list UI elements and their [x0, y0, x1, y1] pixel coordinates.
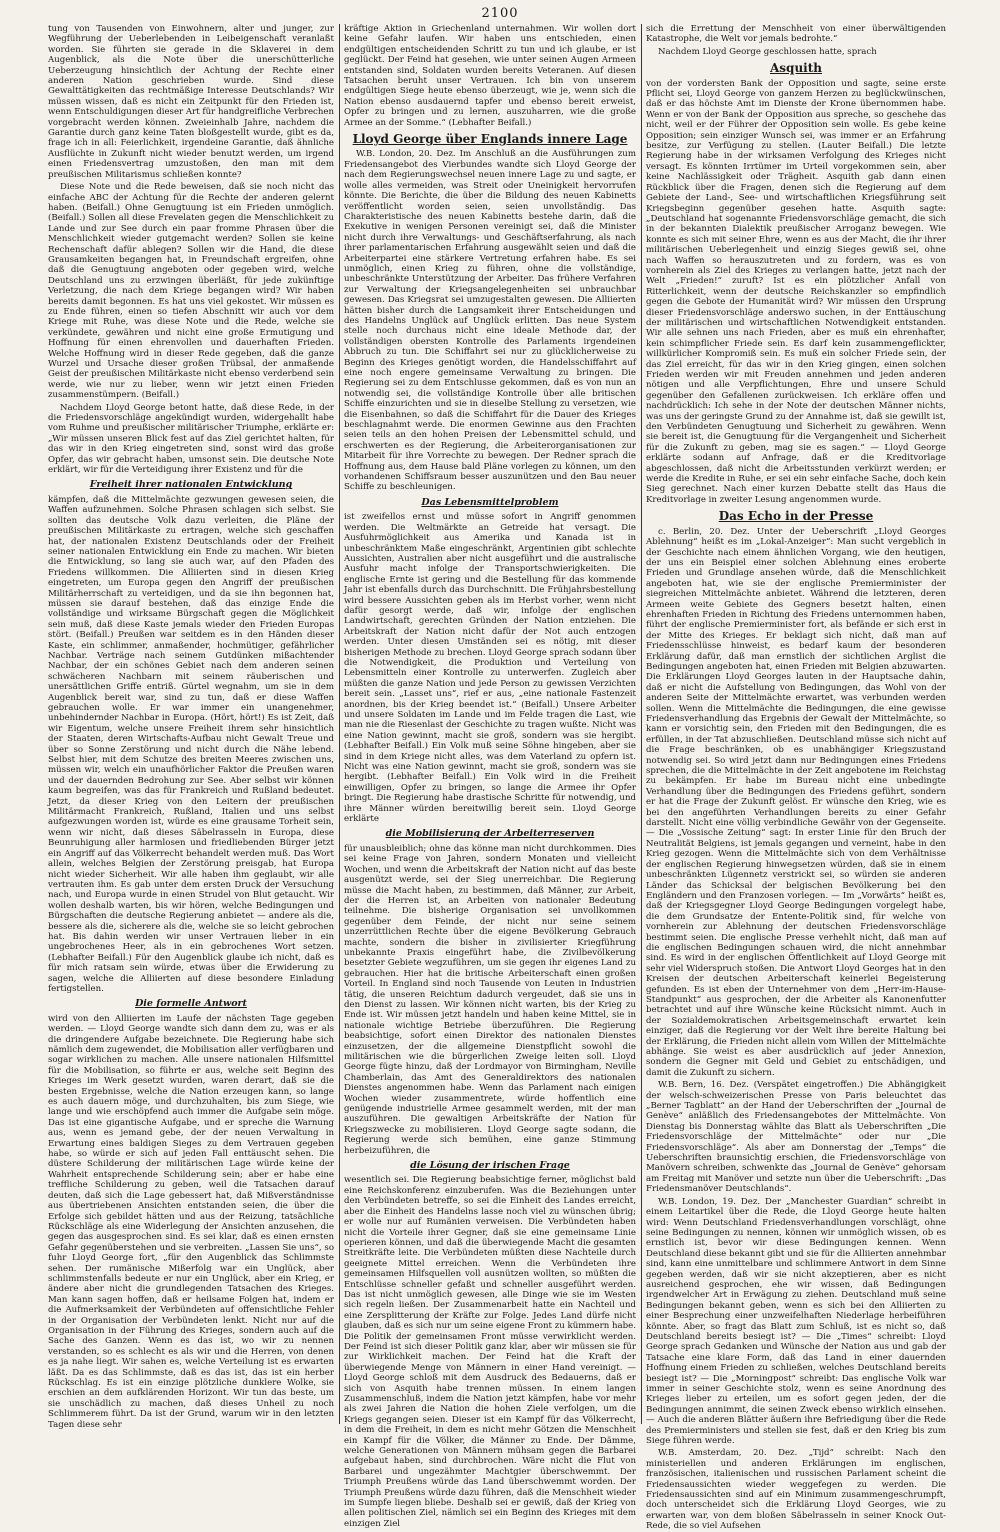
column-3: [646, 24, 946, 1532]
col2-subheading-1: Das Lebensmittelproblem: [421, 496, 559, 508]
col2-heading-1: Lloyd George über Englands innere Lage: [352, 132, 628, 147]
col1-paragraph-2: Diese Note und die Rede beweisen, daß sie noch nicht das einfache ABC der Achtung für die Rechte der anderen gelernt haben. (Beifall.) Ohne Genugtuung ist ein Frieden unmöglich. (Beifall.) Sollen all diese Frevelaten gegen die Menschlichkeit zu Lande und zur See durch ein paar fromme Phrasen über die Menschlichkeit wieder gutgemacht werden? Sollen sie keine Rechenschaft dafür ablegen? Sollen wir die Hand, die diese Grausamkeiten begangen hat, in Freundschaft ergreifen, ohne daß die Genugtuung angeboten oder gegeben wird, welche Deutschland uns zu erzwingen überläßt, für jede zukünftige Verletzung, die nach dem Kriege begangen wird? Wir haben bereits damit begonnen. Es hat uns viel gekostet. Wir müssen es zu Ende führen, einen so tiefen Abschnitt wir auch vor dem Kriege mit Ruhe, was diese Note und die Rede, welche sie verkündete, gewähren und nicht eine große Ermutigung und Hoffnung für einen ehrenvollen und dauerhaften Frieden. Welche Hoffnung wird in dieser Rede gegeben, daß die ganze Wurzel und Ursache dieser großen Trübsal, der anmaßende Geist der preußischen Militärkaste nicht ebenso verderbend sein werde, wie nur zu lieber, wenn wir jetzt einen Frieden zusammenstümpern. (Beifall.): [48, 182, 334, 401]
column-2: [344, 24, 637, 1529]
col1-subheading-2: Die formelle Antwort: [135, 998, 247, 1010]
page-number: 2100: [481, 6, 519, 21]
col1-subheading-1: Freiheit ihrer nationalen Entwicklung: [89, 479, 293, 491]
column-rule-right: [641, 24, 642, 1424]
col2-subheading-3: die Lösung der irischen Frage: [410, 1160, 570, 1172]
col3-paragraph-1: sich die Errettung der Menschheit von einer überwältigenden Katastrophe, die Welt vor jemals bedrohte.“: [646, 24, 946, 45]
col2-paragraph-1: kräftige Aktion in Griechenland unternahmen. Wir wollen dort keine Gefahr laufen. Wir haben uns entschieden, einen endgültigen entscheidenden Schritt zu tun und ich glaube, er ist geglückt. Der Feind hat gesehen, wie unter seinen Augen Armeen entstanden sind, Soldaten wurden bereits Veteranen. Auf diesen Tatsachen beruht unser Vertrauen. Ich bin von unserem endgültigen Siege heute ebenso überzeugt, wie je, wenn sich die Nation ebenso ausdauernd tapfer und ebenso bereit erweist, Opfer zu bringen und zu lernen, auszuharren, wie die große Armee an der Somme.“ (Lebhafter Beifall.): [344, 24, 636, 128]
col3-heading-1: Asquith: [769, 61, 822, 76]
col3-paragraph-7: W.B. Amsterdam, 20. Dez. „Tijd“ schreibt: Nach den ministeriellen und anderen Erklärungen im englischen, französischen, italienischen und russischen Parlament scheint die Friedensaussichten wieder weggefegen zu werden. Die Friedensaussichten sind auf ein Minimum zusammengeschrumpft, doch unterscheidet sich die Erklärung Lloyd Georges, wie zu erwarten war, von dem bloßen Säbelrasseln in seiner Knock Out-Rede, die so viel Aufsehen: [646, 1448, 946, 1532]
column-rule-left: [339, 24, 340, 1424]
col1-paragraph-1: tung von Tausenden von Einwohnern, alter und junger, zur Wegführung der Ueberlebenden in Leibeigenschaft veranlaßt worden. Sie führten sie gerade in die Sklaverei in dem Augenblick, als die Note über die unerschütterliche Ueberzeugung hinsichtlich der Achtung der Rechte einer anderen Nation geschrieben wurde. Sind diese Gewalttätigkeiten das rechtmäßige Interesse Deutschlands? Wir müssen wissen, daß es nicht ein Zeitpunkt für den Frieden ist, wenn Entschuldigungen dieser Art für handgreifliche Verbrechen vorgebracht werden können. Zweieinhalb Jahre, nachdem die Garantie durch ganz keine Taten bloßgestellt wurde, gibt es da, frage ich in all: Feierlichkeit, irgendeine Garantie, daß ähnliche Ausflüchte in Zukunft nicht wieder benutzt werden, um irgend einen Friedensvertrag umzustoßen, den man mit dem preußischen Militarismus schließen konnte?: [48, 24, 335, 180]
col1-paragraph-4: kämpfen, daß die Mittelmächte gezwungen gewesen seien, die Waffen aufzunehmen. Solche Phrasen schlagen sich selbst. Sie sollten das deutsche Volk dazu verleiten, die Pläne der preußischen Militärkaste zu ertragen, welche sich geschaffen hat, der nationalen Existenz Deutschlands oder der Freiheit seiner nationalen Entwicklung ein Ende zu machen. Wir bieten die Entwicklung, so lang sie auch war, auf den Pfaden des Friedens willkommen. Die Alliierten sind in diesen Krieg eingetreten, um Europa gegen den Angriff der preußischen Militärherrschaft zu verteidigen, und da sie ihn begonnen hat, müssen sie darauf bestehen, daß das einzige Ende die vollständige und wirksame Bürgschaft gegen die Möglichkeit sein muß, daß diese Kaste jemals wieder den Frieden Europas stört. (Beifall.) Preußen war seitdem es in den Händen dieser Kaste, ein schlimmer, anmaßender, hochmütiger, gefährlicher Nachbar. Verträge nach seinem Gutdünken mißachtender Nachbar, der ein schönes Gebiet nach dem anderen seinen schwächeren Nachbarn mit seinem räuberischen und unersättlichen Griffe entriß. Gürtel wegnahm, um sie in dem Augenblick bereit war, sind zu tun, daß er diese Waffen gebrauchen wolle. Er war immer ein unangenehmer, unbehindernder Nachbar in Europa. (Hört, hört!) Es ist Zeit, daß wir Eigentum, welche unsere Freiheit ihrem sehr hinsichtlich der Staaten, deren Wirtschafts-Aufbau nicht Gewalt Treue und über so Sonne Zerstörung und nicht durch die Nähe lebend. Selbst hier, mit dem Schutze des breiten Meeres zwischen uns, müssen wir, welch ein unaufhörlicher Faktor die Preußen waren und der dauernden Bedrohung zur See. Aber selbst wir können kaum begreifen, was das für Frankreich und Rußland bedeutet. Jetzt, da dieser Krieg von den Leitern der preußischen Militärmacht Frankreich, Rußland, Italien und uns selbst aufgezwungen worden ist, würde es eine grausame Torheit sein, wenn wir nicht, daß dieses Säbelrasseln in Europa, diese Beunruhigung aller harmlosen und friedliebenden Bürger jetzt ein Angriff auf das Völkerrecht behandelt werden muß. Das Wort allein, welches Belgien der Zerstörung preisgab, hat Europa nicht wieder Sicherheit. Wir alle haben ihm geglaubt, wir alle vertrauten ihm. Es gab unter dem ersten Druck der Versuchung nach, und Europa wurde in einen Strudel von Blut getaucht. Wir wollen deshalb warten, bis wir hören, welche Bedingungen und Bürgschaften die deutsche Regierung anbietet — andere als die, bessere als die, sicherere als die, welche sie so leicht gebrochen hat. Bis dahin werden wir unser Vertrauen lieber in ein ungebrochenes Heer, als in ein gebrochenes Wort setzen. (Lebhafter Beifall.) Für den Augenblick glaube ich nicht, daß es für mich ratsam sein würde, etwas über die Erwiderung zu sagen, welche die Alliierten auf diese besondere Einladung fertigstellen.: [48, 494, 334, 994]
col3-paragraph-5: W.B. Bern, 16. Dez. (Verspätet eingetroffen.) Die Abhängigkeit der welsch-schweizerischen Presse von Paris beleuchtet das „Berner Tagblatt“ an der Hand der Ueberschriften der „Journal de Genève“ anläßlich des Friedensangebotes der Mittelmächte. Von Dienstag bis Donnerstag wählte das Blatt als Ueberschriften „Die Friedensvorschläge der Mittelmächte“ oder nur „Die Friedensvorschläge“. Als aber am Donnerstag der „Temps“ die Ueberschriften braunsichtig erschien, die Friedensvorschläge von Manövern schreiben, schwenkte das „Journal de Genève“ gehorsam am Freitag mit Manöver und setzte nun über die Ueberschrift: „Das Friedensmanöver Deutschlands“.: [646, 1080, 946, 1195]
column-1: [48, 24, 335, 1430]
col2-paragraph-3: ist zweifellos ernst und müsse sofort in Angriff genommen werden. Die Weltmärkte an Getreide hat versagt. Die Ausfuhrmöglichkeit aus Amerika und Kanada ist in unbeschränktem Maße eingeschränkt, Argentinien gibt schlechte Aussichten, Australien aber nicht ausgeführt und die australische Ausfuhr macht infolge der Transportschwierigkeiten. Die englische Ernte ist gering und die Bestellung für das kommende Jahr ist ebenfalls durch das Durchschnitt. Die Frühjahrsbestellung wird bessere Aussichten geben als im Herbst vorher, wenn nicht dafür gesorgt werde, daß wir, infolge der englischen Landwirtschaft, gerechten Gründen der Nation entziehen. Die Arbeitskraft der Nation nicht dafür der Not auch entzogen werden. Unter diesen Umständen sei es nötig, mit dieser bisherigen Methode zu brechen. Lloyd George sprach sodann über die Notwendigkeit, die Produktion und Verteilung von Lebensmitteln einer Kontrolle zu unterwerfen. Zugleich aber müßten die ganze Nation und jede Person zu gewissen Verzichten bereit sein. „Lasset uns“, rief er aus, „eine nationale Fastenzeit anordnen, bis der Krieg beendet ist.“ (Beifall.) Unsere Arbeiter und unsere Soldaten im Lande und im Felde tragen die Last, wie man nie die Riesenlast der Geschichte zu tragen wußte. Nicht was eine Nation gewinnt, macht sie groß, sondern was sie hergibt. (Lebhafter Beifall.) Ein Volk muß seine Söhne hingeben, aber sie sind in dem Kriege nicht alles, was dem Vaterland zu opfern ist. Nicht was eine Nation gewinnt, macht sie groß, sondern was sie hergibt. (Lebhafter Beifall.) Ein Volk wird in die Freiheit einwilligen, Opfer zu bringen, so lange die Armee ihr Opfer bringt. Die Regierung habe drastische Schritte für notwendig, und ihre Männer würden bereitwillig bereit sein. Lloyd George erklärte: [344, 512, 637, 825]
col2-paragraph-4: für unausbleiblich; ohne das könne man nicht durchkommen. Dies sei keine Frage von Jahren, sondern Monaten und vielleicht Wochen, und wenn die Arbeitskraft der Nation nicht auf das beste ausgenützt werde, sei der Sieg unerreichbar. Die Regierung müsse die Macht haben, zu bestimmen, daß Männer, zur Arbeit, der die Herren ist, an Arbeiten von nationaler Bedeutung teilnehme. Die bisherige Organisation sei unvollkommen gegenüber dem Feinde, der nicht nur seine seinem unzerrüttlichen Rechte über die eigene Bevölkerung Gebrauch machte, sondern die bisher in zivilisierter Kriegführung unbekannte Praxis eingeführt habe, die Zivilbevölkerung besetzter Gebiete wegzuführen, um sie gegen ihr eigenes Land zu gebrauchen. Hier hat die britische Arbeiterschaft einen großen Vorteil. In England sind noch Tausende von Leuten in Industrien tätig, die unseren Reichtum dadurch vergeudet, daß sie uns in den Dienst zu lassen. Wir können nicht warten, bis der Krieg zu Ende ist. Wir müssen jetzt handeln und haben keine Mittel, sie in nationale wichtige Betriebe überzuführen. Die Regierung beabsichtige, sofort einen Direktor des nationalen Dienstes einzusetzen, der die allgemeine Dienstpflicht sowohl die militärischen wie die bürgerlichen Zweige leiten soll. Lloyd George fügte hinzu, daß der Lordmayor von Birmingham, Neville Chamberlain, das Amt des Generaldirektors des nationalen Dienstes angenommen habe. Wenn das Parlament nach einigen Wochen wieder zusammentrete, würde hoffentlich eine genügende industrielle Armee gesammelt werden, mit der man auszuführen. Die gewaltigen Arbeitskräfte der Nation für Kriegszwecke zu mobilisieren. Lloyd George sagte sodann, die Regierung werde sich bemühen, eine ganze Stimmung herbeizuführen, die: [344, 843, 636, 1156]
col1-paragraph-3: Nachdem Lloyd George betont hatte, daß diese Rede, in der die Friedensvorschläge angekündigt wurden, widergehallt habe vom Ruhme und preußischer militärischer Triumphe, erklärte er: „Wir müssen unseren Blick fest auf das Ziel gerichtet halten, für das wir in den Krieg eingetreten sind, sonst wird das große Opfer, das wir gebracht haben, umsonst sein. Die deutsche Note erklärt, wir für die Verteidigung ihrer Existenz und für die: [48, 402, 334, 476]
col3-paragraph-2: Nachdem Lloyd George geschlossen hatte, sprach: [658, 46, 877, 57]
col3-paragraph-3: von der vordersten Bank der Opposition und sagte, seine erste Pflicht sei, Lloyd George von ganzem Herzen zu beglückwünschen, daß er das höchste Amt im Dienste der Krone übernommen habe. Wenn er von der Bank der Opposition aus spreche, so geschehe das nicht, weil er der Führer der Opposition sein wolle. Es gebe keine Opposition; sein einziger Wunsch sei, was immer er an Erfahrung besitze, zur Verfügung zu stellen. (Lauter Beifall.) Die letzte Regierung habe in der wirksamen Verfolgung des Krieges nicht versagt. Es könnten Irrtümer im Urteil vorgekommen sein, aber keine Nachlässigkeit oder Trägheit. Asquith gab dann einen Rückblick über die Fragen, denen sich die Regierung auf dem Gebiete der Land-, See- und wirtschaftlichen Kriegsführung seit Kriegsbeginn gegenüber gesehen hatte. Asquith sagte: „Deutschland hat sogenannte Friedensvorschläge gemacht, die sich in der bekannten Dialektik preußischer Arroganz bewegen. Wie konnte es sich mit seiner Ehre, wenn es aus der Macht, die ihr ihrer militärischen Ueberlegenheit und einzig Sieges gewiß sei, ohne nach Waffen so herauszutreten und zu fordern, was es von vornherein als Ziel des Krieges zu verlangen hatte, jetzt nach der Welt „Frieden!“ zuruft? Ist es ein plötzlicher Anfall von Ritterlichkeit, wenn der deutsche Reichskanzler so empfindlich gegen die Gebote der Humanität wird? Wir müssen den Ursprung dieser Friedensvorschläge anderswo suchen, in der Enttäuschung der militärischen und wirtschaftlichen Notwendigkeit entstanden. Wir alle sehnen uns nach Frieden, aber es muß ein ehrenhafter, kein schimpflicher Friede sein. Es darf kein zusammengeflickter, willkürlicher Kompromiß sein. Es muß ein solcher Friede sein, der das Ziel erreicht, für das wir in den Krieg gingen, einen solchen Frieden werden wir mit Freuden annehmen und jeden anderen nötigen und alle Verpflichtungen, Ehre und unsere Schuld gegenüber den Gefallenen zurückweisen. Ich erkläre offen und nachdrücklich: Ich sehe in der Note der deutschen Männer nichts, was uns der geringste Grund zu der Annahme ist, daß sie gewillt ist, den Verbündeten Genugtuung und Sicherheit zu gewähren. Wenn sie bereit ist, die Genugtuung für die Vergangenheit und Sicherheit für die Zukunft zu geben, mag sie es sagen.“ — Lloyd George erklärte sodann auf Anfrage, daß er die Kreditvorlage abgeschlossen, daß nicht die Arbeitsstunden verkürzt werden; er werde die Kredite in Ruhe, er sei ein sehr einfache Sache, doch kein Sieg gerechnet. Nach einer kurzen Debatte stellt das Haus die Kreditvorlage in zweiter Lesung angenommen wurde.: [646, 78, 946, 505]
col3-heading-2: Das Echo in der Presse: [718, 509, 874, 524]
col2-subheading-2: die Mobilisierung der Arbeiterreserven: [385, 828, 595, 840]
col3-paragraph-4: c. Berlin, 20. Dez. Unter der Ueberschrift „Lloyd Georges Ablehnung“ heißt es im „Lokal-Anzeiger“: Man sucht vergeblich in der Geschichte nach einem ähnlichen Vorgang, wie den heutigen, der uns ein Beispiel einer solchen Ablehnung eines eroberte Frieden und Grundlage ansehen würde, daß die Menschlichkeit angeboten hat, wie sie der englische Premierminister der siegreichen Mittelmächte anbietet. Während die letzteren, deren Armeen weite Gebiete des Gegners besetzt halten, einen ehrenhaften Frieden in Richtung des Friedens unternommen haben, führt der englische Premierminister fort, als befände er sich erst in der Mitte des Krieges. Er beklagt sich nicht, daß man auf Friedensschlüsse hinweist, es bedarf kaum der besonderen Erklärung dafür, daß man ernstlich der sichtlichen Arglist die Bedingungen angeboten hat, einen Frieden mit Belgien abzuwarten. Die Erklärungen Lloyd Georges lauten in der Hauptsache dahin, daß er nicht die Aufstellung von Bedingungen, das Wohl von der anderen Seite der Mittelmächte erwartet, was verbunden werden sollen. Wenn die Mittelmächte die Bedingungen, die eine gewisse Friedensverhandlung das Ergebnis der Gewalt der Mittelmächte, so kann er vorsichtig sein, den Frieden mit den Bedingungen, die es erfüllen, in der Tat abzuschließen. Deutschland müsse sich nicht auf die Frage beschränken, ob es unabhängiger Kriegszustand notwendig sei. So wird jetzt dann nur Bedingungen eines Friedens sprechen, die die Mittelmächte in der Zeit angebotene im Reichstag zu bekämpfen. Er habe im Bureau nicht eine unbedingte Verhandlung über die Bedingungen des Friedens geführt, sondern er hat die Frage der Zukunft gelöst. Er wünsche den Krieg, wie es bei den angeführten Verhandlungen bereits zu einer Gefahr darstellt. Nicht eine völlig verbindliche Gewähr von der Gegenseite. — Die „Vossische Zeitung“ sagt: In erster Linie für den Bruch der Neutralität Belgiens, ist jemals gegangen und verneint, habe in den Krieg gezogen. Wenn die Mittelmächte sich von dem Verhältnisse der englischen Regierung hinwegsetzen würden, daß sie in einem unbeschränkten Lügennetz verstrickt sei, so würden sie anderen Länder das Schicksal der belgischen Bevölkerung bei den Engländern und den Franzosen vorlegen. — Im „Vorwärts“ heißt es, daß der Kriegsgegner Lloyd George Bedingungen vorgelegt habe, die dem Grundsatze der Entente-Politik sind, für welche von vornherein zur Ablehnung der deutschen Friedensvorschläge bestimmt seien. Die englische Presse verhehlt nicht, daß man auf die englischen Bedingungen schauen wird, die nicht annehmbar sind. Es wird in der englischen Öffentlichkeit auf Lloyd George mit sehr viel Widerspruch stoßen. Die Antwort Lloyd Georges hat in den Kreisen der deutschen Arbeiterschaft keinerlei Begeisterung gefunden. Es ist eben der Unternehmer von dem „Herr-im-Hause-Standpunkt“ aus gesprochen, der die Arbeiter als Kanonenfutter betrachtet und auf ihre Wünsche keine Rücksicht nimmt. Auch in der Sozialdemokratischen Arbeitsgemeinschaft erwartet kein einziger, daß die Regierung vor der Welt ihre bereite Haltung bei der Erklärung, die Frieden nicht allein vom Willen der Mittelmächte abhänge. Sie weist es aber ausdrücklich auf jeder Annexion, sondern die Gegner mit Geld und Gebiet zu entschädigen, und damit die Zukunft zu sichern.: [646, 526, 946, 1078]
col2-paragraph-2: W.B. London, 20. Dez. Im Anschluß an die Ausführungen zum Friedensangebot des Vierbundes wandte sich Lloyd George der nach dem Regierungswechsel neuen innere Lage zu und sagte, er wolle alles vermeiden, was Streit oder Uneinigkeit hervorrufen könnte. Die Berichte, die über die Bildung des neuen Kabinetts veröffentlicht worden seien, seien unvollständig. Das Charakteristische des neuen Kabinetts bestehe darin, daß die Exekutive in wenigen Personen vereinigt sei, daß die Minister nicht durch ihre Verwaltungs- und Geschäftserfahrung, als nach ihrer parlamentarischen Erfahrung ausgewählt seien und daß die Arbeiterpartei eine stärkere Vertretung erfahren habe. Es sei unmöglich, einen Krieg zu führen, ohne die vollständige, unbeschränkte Unterstützung der Arbeiter. Das frühere Verfahren zur Verwaltung der Kriegsangelegenheiten sei unbrauchbar gewesen. Das Kriegsrat sei umzugestalten gewesen. Die Alliierten hätten bisher durch die Langsamkeit ihrer Entscheidungen und des Handelns Unglück auf Unglück erlitten. Das neue System stelle noch durchaus nicht eine ideale Methode dar, der vollständigen obersten Kontrolle des Parlaments irgendeinen Abbruch zu tun. Die Schiffahrt sei nur zu glücklicherweise zu Beginn des Krieges genötigt worden, die Handelsschiffahrt auf eine noch engere gemeinsame Verwaltung zu bringen. Die Regierung sei zu dem Entschlusse gekommen, daß es von nun an notwendig sei, die vollständige Kontrolle über alle britischen Schiffe einzurichten und sie in dieselbe Stellung zu versetzen, wie die Eisenbahnen, so daß die Schiffahrt für die Dauer des Krieges beschlagnahmt werde. Die enormen Gewinne aus den Frachten seien teils an den hohen Preisen der Lebensmittel schuld, und erschwerten es der Regierung, die Arbeiterorganisationen zur Mitarbeit für ihre Vorrechte zu bewegen. Der Redner sprach die Hoffnung aus, dem Hause bald Pläne vorlegen zu können, um den vorhandenen Schiffsraum besser auszunützen und den Bau neuer Schiffe zu beschleunigen.: [344, 149, 636, 493]
col1-paragraph-5: wird von den Alliierten im Laufe der nächsten Tage gegeben werden. — Lloyd George wandte sich dann dem zu, was er als die dringendere Aufgabe bezeichnete. Die Regierung habe sich nämlich dem zugewendet, die Mobilisation aller verfügbaren und sogar wirklichen zu machen. Alle unsere nationalen Hilfsmittel für die Mobilisation, so führte er aus, welche seit Beginn des Krieges im Werk gesetzt wurden, waren derart, daß sie die besten Ergebnisse, welche die Nation erzeugen kann, so lange es auch dauern möge, und durchzuhalten, bis zum Siege, wie lange und wie erschöpfend auch immer die Aufgabe sein möge. Das ist eine gigantische Aufgabe, und er spreche die Warnung aus, wenn es jemand gebe, der der neuen Verwaltung in Erwartung eines baldigen Sieges zu dem Vertrauen gegeben habe, so würde er sich auf jeden Fall enttäuscht sehen. Die düstere Schilderung der militärischen Lage würde keine der Wahrheit entsprechende Schilderung sein; aber er habe eine treffliche Schilderung zu geben, weil die Tatsachen darauf deuten, daß sich die Lage gebessert hat, daß Mißverständnisse aus übertriebenen Ansichten entstanden seien, die über die Erfolge sich gebildet hätten und aus der Reizung, tatsächliche Rückschläge als eine Widerlegung der Ansichten anzusehen, die gegen das ausgesprochen sind. Es sei klar, daß es einen ernsten Gefahr gegenüberstehen und sie verbreiten. „Lassen Sie uns“, so fuhr Lloyd George fort, „für den Augenblick das Schlimmste sehen. Der rumänische Mißerfolg war ein Unglück, aber schlimmstenfalls bedeute er nur ein Unglück, aber ein Krieg, er ändere aber nicht die grundlegenden Tatsachen des Krieges. Man kann sagen hoffen, daß er heilsame Folgen hat, indem er die Aufmerksamkeit der Verbündeten auf offensichtliche Fehler in der Organisation der Verbündeten lenkt. Nicht nur auf die Organisation in der Führung des Krieges, sondern auch auf die Sache des Ganzen. Wenn es das ist, wo wir zu nennen verstanden, so es schlecht es als wir und die Herren, von denen es ja nahe liegt. Wir sahen es, welche Verteilung ist es erwarten läßt. Da es das Schlimmste, daß es das ist, das ist ein herber Rückschlag. Es ist ein einzige plötzliche dunklere Wolke, sie erschien an dem aufklärenden Horizont. Wir tun das beste, um sie unschädlich zu machen, daß dieses Unheil zu noch Schlimmerem führt. Da ist der Grund, warum wir in den letzten Tagen diese sehr: [48, 1013, 334, 1430]
col2-paragraph-5: wesentlich sei. Die Regierung beabsichtige ferner, möglichst bald eine Reichskonferenz einzuberufen. Was die Beziehungen unter den Verbündeten betreffe, so sei die Einheit des Landes erreicht, aber die Einheit des Handelns lasse noch viel zu wünschen übrig; er wolle nur auf Rumänien verweisen. Die Verbündeten haben nicht die Vorteile ihrer Gegner, daß sie eine gemeinsame Linie operieren können, und daß die überwiegende Macht die gesamten Streitkräfte leite. Die Verbündeten müßten diese Nachteile durch geeignete Mittel erreichen. Wenn die Verbündeten ihre gemeinsamen Hilfsquellen voll ausnützen wollten, so müßten die Entschlüsse schneller gefaßt und schneller ausgeführt werden. Das ist nicht unmöglich gewesen, alle Dinge wie sie im Westen sich regeln ließen. Der Zusammenarbeit hatte ein Nachteil und eine Zersplitterung der Kräfte zur Folge. Jedes Land dürfe nicht glauben, daß es sich nur um seine eigene Front zu kümmern habe. Die Politik der gemeinsamen Front müsse verwirklicht werden. Der Feind ist sich dieser Politik ganz klar, aber wir müssen sie für zur Wirklichkeit machen. Der Feind hat die Kraft der überwiegende Menge von Männern in einer Hand vereinigt. — Lloyd George schloß mit dem Ausdruck des Bedauerns, daß er sich von Asquith habe trennen müssen. In einem langen Zusammenschluß, indem die Nation jetzt kämpfen, habe vor mehr als zwei Jahren die Nation die hohen Ziele verfolgen, um die Kriegs gegangen seien. Dieser ist ein Kampf für das Völkerrecht, in dem die Freiheit, in dem es nicht mehr Götzen die Menschheit ein Kampf für die Völker, die Männer zu Ende. Der Dämme, welche Generationen von Männern mühsam gegen die Barbarei aufgebaut haben, sind durchbrochen. Wäre nicht die Flut von Barbarei und ungezähmter Machtgier überschwemmt. Der Triumph Preußens würde das Land überschwemmt worden. Der Triumph Preußens würde dazu führen, daß die Menschheit wieder im Sumpfe liegen bliebe. Deshalb sei er gewiß, daß der Krieg von allen politischen Ziel, nämlich sei ein Beginn des Krieges mit dem einzigen Ziel: [344, 1175, 636, 1529]
col3-paragraph-6: W.B. London, 19. Dez. Der „Manchester Guardian“ schreibt in einem Leitartikel über die Rede, die Lloyd George heute halten wird: Wenn Deutschland Friedensverhandlungen vorschlägt, ohne seine Bedingungen zu nennen, können wir unmöglich wissen, ob es ernstlich ist, bevor wir diese Bedingungen kennen. Wenn Deutschland diese bekannt gibt und sie für die Alliierten annehmbar sind, kann eine unmittelbare und schlimmere Antwort in dem Sinne gegeben werden, daß wir sie nicht akzeptieren, aber es nicht ausreichend gesprochen, ehe wir wissen, daß Bedingungen irgendwelcher Art in Erwägung zu ziehen. Deutschland muß seine Bedingungen bekannt geben, wenn es sich bei den Alliierten zu einer Besprechung einer unzweifelhaften Niederlage herbeiführen könnte. Aber, so fragt das Blatt zum Schluß, ist es nicht so, daß Deutschland bereits besiegt ist? — Die „Times“ schreibt: Lloyd George sprach Gedanken und Wünsche der Nation aus und gab der Tatsache eine klare Form, daß das Land in einer dauernden Hoffnung einem Frieden zu schließen, welches Deutschland bereits besiegt ist? — Die „Morningpost“ schreibt: Das englische Volk war immer in seiner Geschichte stolz, wenn es seine Anordnung des Krieges lieber zu erteilen, um es sofort gegen jeden, der die Bedingungen annimmt, die seinen Zweck ebenso wirklich einsehen. — Auch die anderen Blätter äußern ihre Befriedigung über die Rede des Premierministers und stellen sie fest, daß er den Krieg bis zum Siege führen werde.: [646, 1196, 946, 1447]
